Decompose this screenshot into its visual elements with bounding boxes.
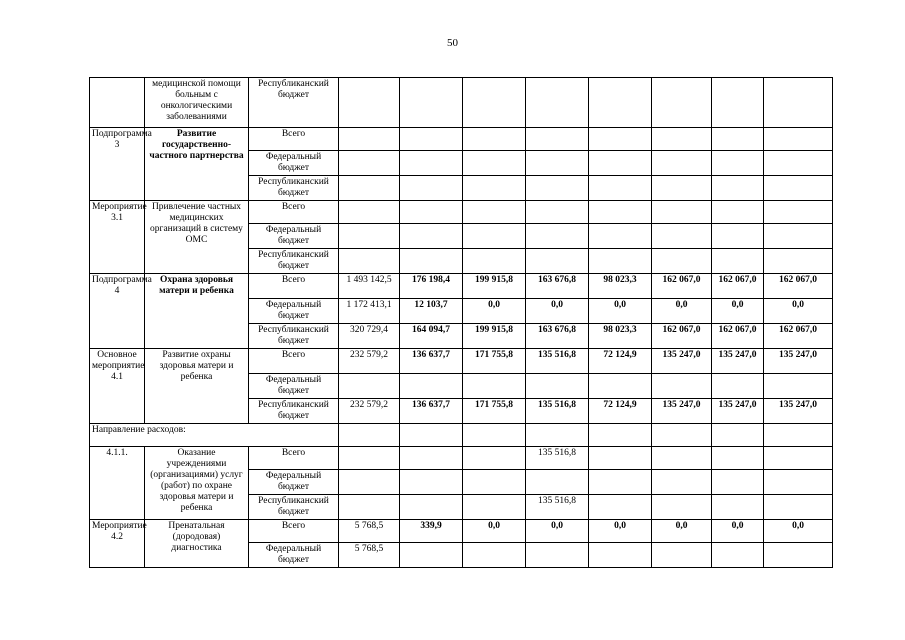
value-cell	[764, 470, 833, 495]
table-row	[90, 274, 833, 299]
row-title: Привлечение частных медицинских организаций в систему ОМС	[145, 201, 249, 274]
value-cell: 0,0	[764, 299, 833, 324]
value-cell	[712, 447, 764, 470]
value-cell	[652, 78, 712, 128]
funding-source: Федеральный бюджет	[249, 374, 339, 399]
value-cell	[526, 249, 589, 274]
value-cell: 0,0	[712, 299, 764, 324]
row-code: Подпрограмма 3	[90, 128, 145, 201]
value-cell	[400, 249, 463, 274]
value-cell	[652, 470, 712, 495]
value-cell	[589, 249, 652, 274]
funding-source: Федеральный бюджет	[249, 151, 339, 176]
value-cell: 135 516,8	[526, 447, 589, 470]
value-cell	[339, 201, 400, 224]
value-cell	[652, 447, 712, 470]
funding-source: Федеральный бюджет	[249, 470, 339, 495]
funding-source: Всего	[249, 447, 339, 470]
value-cell: 135 247,0	[764, 349, 833, 374]
value-cell	[764, 495, 833, 520]
value-cell	[400, 543, 463, 568]
value-cell	[652, 176, 712, 201]
value-cell	[526, 201, 589, 224]
table-row	[90, 520, 833, 543]
value-cell	[652, 374, 712, 399]
row-title: медицинской помощи больным с онкологическими заболеваниями	[145, 78, 249, 128]
value-cell	[339, 470, 400, 495]
value-cell	[764, 543, 833, 568]
value-cell: 0,0	[589, 520, 652, 543]
value-cell: 0,0	[463, 520, 526, 543]
value-cell: 232 579,2	[339, 349, 400, 374]
value-cell: 135 516,8	[526, 495, 589, 520]
funding-source: Федеральный бюджет	[249, 299, 339, 324]
value-cell	[764, 151, 833, 176]
value-cell: 135 247,0	[652, 399, 712, 424]
value-cell	[589, 128, 652, 151]
value-cell: 171 755,8	[463, 349, 526, 374]
value-cell: 0,0	[652, 299, 712, 324]
value-cell	[339, 78, 400, 128]
value-cell	[764, 424, 833, 447]
value-cell	[589, 470, 652, 495]
value-cell	[764, 78, 833, 128]
value-cell	[712, 224, 764, 249]
value-cell	[764, 128, 833, 151]
value-cell	[339, 374, 400, 399]
value-cell	[712, 176, 764, 201]
value-cell	[526, 78, 589, 128]
row-code	[90, 78, 145, 128]
value-cell: 0,0	[526, 299, 589, 324]
value-cell	[463, 470, 526, 495]
value-cell: 232 579,2	[339, 399, 400, 424]
value-cell	[652, 249, 712, 274]
funding-source: Всего	[249, 274, 339, 299]
row-code: Подпрограмма 4	[90, 274, 145, 349]
value-cell	[712, 424, 764, 447]
value-cell	[712, 201, 764, 224]
value-cell	[463, 176, 526, 201]
value-cell: 1 172 413,1	[339, 299, 400, 324]
value-cell	[339, 128, 400, 151]
table-row	[90, 349, 833, 374]
value-cell	[526, 470, 589, 495]
value-cell	[589, 176, 652, 201]
table-row	[90, 201, 833, 224]
row-title: Развитие государственно-частного партнерства	[145, 128, 249, 201]
expense-direction-label: Направление расходов:	[90, 424, 339, 447]
value-cell: 0,0	[712, 520, 764, 543]
value-cell: 135 247,0	[764, 399, 833, 424]
value-cell	[712, 78, 764, 128]
value-cell	[652, 224, 712, 249]
funding-source: Всего	[249, 128, 339, 151]
value-cell: 0,0	[652, 520, 712, 543]
value-cell: 162 067,0	[712, 324, 764, 349]
value-cell	[339, 495, 400, 520]
value-cell: 162 067,0	[652, 274, 712, 299]
funding-source: Республиканский бюджет	[249, 78, 339, 128]
value-cell	[526, 543, 589, 568]
row-title: Охрана здоровья матери и ребенка	[145, 274, 249, 349]
value-cell	[400, 470, 463, 495]
value-cell	[764, 224, 833, 249]
value-cell	[463, 543, 526, 568]
value-cell: 135 516,8	[526, 399, 589, 424]
value-cell	[652, 128, 712, 151]
value-cell: 164 094,7	[400, 324, 463, 349]
value-cell	[652, 543, 712, 568]
value-cell	[589, 495, 652, 520]
value-cell: 136 637,7	[400, 399, 463, 424]
value-cell	[764, 201, 833, 224]
value-cell	[463, 447, 526, 470]
value-cell	[764, 447, 833, 470]
value-cell	[400, 447, 463, 470]
value-cell	[526, 128, 589, 151]
value-cell: 162 067,0	[712, 274, 764, 299]
value-cell	[712, 495, 764, 520]
value-cell: 98 023,3	[589, 324, 652, 349]
funding-source: Республиканский бюджет	[249, 495, 339, 520]
value-cell	[652, 151, 712, 176]
value-cell	[764, 249, 833, 274]
value-cell	[712, 249, 764, 274]
funding-source: Республиканский бюджет	[249, 176, 339, 201]
value-cell	[526, 151, 589, 176]
value-cell: 163 676,8	[526, 274, 589, 299]
value-cell	[400, 424, 463, 447]
value-cell	[712, 151, 764, 176]
value-cell: 162 067,0	[764, 324, 833, 349]
value-cell: 72 124,9	[589, 349, 652, 374]
value-cell	[463, 224, 526, 249]
value-cell	[589, 151, 652, 176]
value-cell	[400, 151, 463, 176]
value-cell	[764, 374, 833, 399]
value-cell: 98 023,3	[589, 274, 652, 299]
row-title: Оказание учреждениями (организациями) услуг (работ) по охране здоровья матери и ребенка	[145, 447, 249, 520]
value-cell	[712, 128, 764, 151]
value-cell	[526, 374, 589, 399]
value-cell	[400, 495, 463, 520]
value-cell	[526, 424, 589, 447]
value-cell	[400, 224, 463, 249]
row-code: Мероприятие 3.1	[90, 201, 145, 274]
value-cell: 12 103,7	[400, 299, 463, 324]
value-cell: 5 768,5	[339, 543, 400, 568]
table-row	[90, 424, 833, 447]
value-cell	[339, 176, 400, 201]
value-cell	[339, 249, 400, 274]
funding-source: Республиканский бюджет	[249, 249, 339, 274]
value-cell	[463, 201, 526, 224]
value-cell	[589, 447, 652, 470]
value-cell	[526, 176, 589, 201]
value-cell: 162 067,0	[652, 324, 712, 349]
value-cell	[400, 78, 463, 128]
row-code: Мероприятие 4.2	[90, 520, 145, 568]
value-cell: 320 729,4	[339, 324, 400, 349]
value-cell	[400, 128, 463, 151]
value-cell: 163 676,8	[526, 324, 589, 349]
funding-source: Всего	[249, 201, 339, 224]
table-row	[90, 447, 833, 470]
value-cell	[712, 470, 764, 495]
value-cell	[589, 424, 652, 447]
funding-source: Всего	[249, 349, 339, 374]
value-cell	[339, 224, 400, 249]
value-cell	[463, 249, 526, 274]
value-cell: 171 755,8	[463, 399, 526, 424]
value-cell	[589, 543, 652, 568]
value-cell	[463, 78, 526, 128]
value-cell	[652, 495, 712, 520]
value-cell	[463, 424, 526, 447]
funding-source: Федеральный бюджет	[249, 224, 339, 249]
value-cell: 176 198,4	[400, 274, 463, 299]
value-cell	[526, 224, 589, 249]
value-cell	[589, 201, 652, 224]
value-cell: 162 067,0	[764, 274, 833, 299]
value-cell	[463, 374, 526, 399]
value-cell	[589, 224, 652, 249]
value-cell	[589, 374, 652, 399]
value-cell: 0,0	[526, 520, 589, 543]
value-cell	[712, 374, 764, 399]
row-code: Основное мероприятие 4.1	[90, 349, 145, 424]
funding-source: Федеральный бюджет	[249, 543, 339, 568]
page-number: 50	[447, 37, 458, 49]
budget-table	[89, 77, 833, 568]
row-title: Пренатальная (дородовая) диагностика	[145, 520, 249, 568]
value-cell: 0,0	[764, 520, 833, 543]
row-title: Развитие охраны здоровья матери и ребенка	[145, 349, 249, 424]
funding-source: Всего	[249, 520, 339, 543]
value-cell	[463, 128, 526, 151]
value-cell	[463, 495, 526, 520]
value-cell	[339, 447, 400, 470]
value-cell: 0,0	[589, 299, 652, 324]
value-cell: 135 516,8	[526, 349, 589, 374]
row-code: 4.1.1.	[90, 447, 145, 520]
table-row	[90, 78, 833, 128]
value-cell	[589, 78, 652, 128]
funding-source: Республиканский бюджет	[249, 324, 339, 349]
value-cell	[463, 151, 526, 176]
funding-source: Республиканский бюджет	[249, 399, 339, 424]
value-cell: 339,9	[400, 520, 463, 543]
value-cell: 72 124,9	[589, 399, 652, 424]
value-cell: 135 247,0	[712, 349, 764, 374]
value-cell: 0,0	[463, 299, 526, 324]
value-cell: 199 915,8	[463, 324, 526, 349]
table-row	[90, 128, 833, 151]
value-cell	[400, 374, 463, 399]
value-cell: 5 768,5	[339, 520, 400, 543]
value-cell: 135 247,0	[652, 349, 712, 374]
value-cell	[400, 176, 463, 201]
value-cell: 136 637,7	[400, 349, 463, 374]
value-cell: 199 915,8	[463, 274, 526, 299]
value-cell: 1 493 142,5	[339, 274, 400, 299]
value-cell	[712, 543, 764, 568]
value-cell	[764, 176, 833, 201]
value-cell	[400, 201, 463, 224]
value-cell	[339, 151, 400, 176]
value-cell	[652, 424, 712, 447]
value-cell	[652, 201, 712, 224]
value-cell: 135 247,0	[712, 399, 764, 424]
value-cell	[339, 424, 400, 447]
